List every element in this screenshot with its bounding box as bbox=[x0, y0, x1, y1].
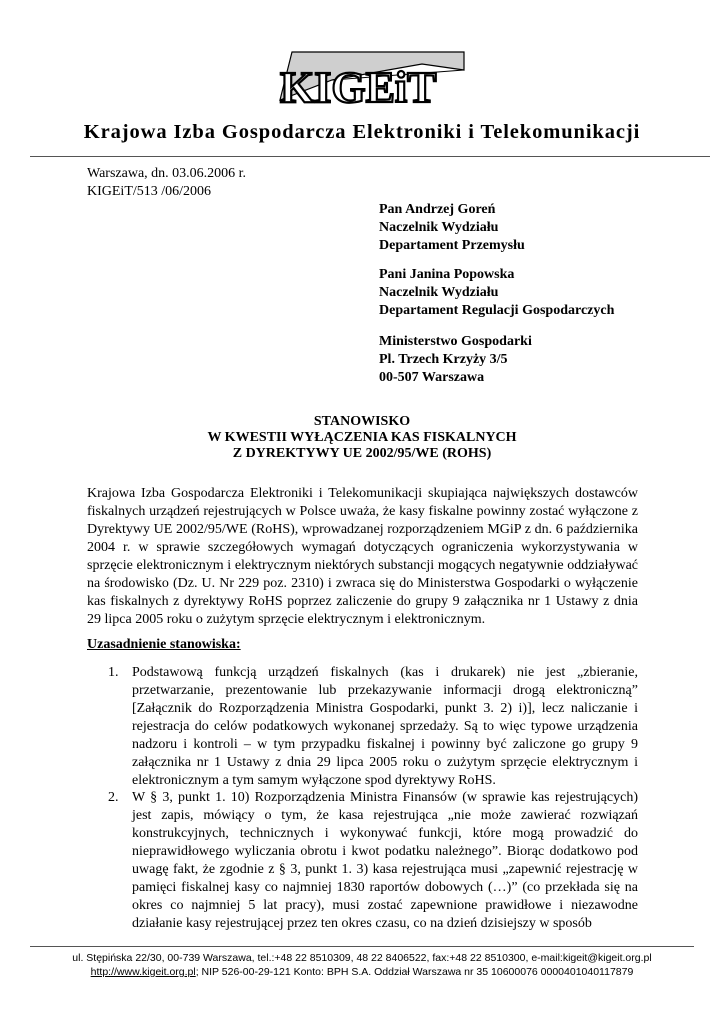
recipient-block-2 bbox=[379, 266, 614, 320]
recipient-line: Departament Przemysłu bbox=[379, 238, 525, 253]
recipient-line: Departament Regulacji Gospodarczych bbox=[379, 303, 615, 318]
recipient-line: Pan Andrzej Goreń bbox=[379, 202, 496, 217]
footer-divider bbox=[30, 946, 694, 947]
document-title bbox=[0, 414, 724, 462]
list-text: Podstawową funkcją urządzeń fiskalnych (kas i drukarek) nie jest „zbieranie, przetwarzanie, prezentowanie lub przekazywanie informacji drogą elektroniczną” [Załącznik do Rozporządzenia Ministra Gospodarki, punkt 3. 2) i)], lecz naliczanie i rejestracja do celów podatkowych wykonanej sprzedaży. Są to więc typowe urządzenia nadzoru i kontroli – w tym przypadku fiskalnej i powinny być zaliczone go grupy 9 załącznika nr 1 Ustawy z dnia 29 lipca 2005 roku o zużytym sprzęcie elektrycznym i elektronicznym a tym samym wyłączone spod dyrektywy RoHS. bbox=[132, 665, 638, 788]
recipient-block-3 bbox=[379, 333, 532, 387]
list-text: W § 3, punkt 1. 10) Rozporządzenia Ministra Finansów (w sprawie kas rejestrujących) jest zapis, mówiący o tym, że kasa rejestrująca „nie może zawierać rozwiązań konstrukcyjnych, technicznych i wykonywać funkcji, które mogą prowadzić do nieprawidłowego wyliczania obrotu i kwot podatku należnego”. Biorąc dodatkowo pod uwagę fakt, że zgodnie z § 3, punkt 1. 3) kasa rejestrująca musi „zapewnić rejestrację w pamięci fiskalnej kasy co najmniej 1830 raportów dobowych (…)” (co przekłada się na okres co najmniej 5 lat pracy), musi zostać zapewnione prawidłowe i niezawodne działanie kasy rejestrującej przez ten okres czasu, co na dzień dzisiejszy w sposób bbox=[132, 790, 638, 931]
list-number: 1. bbox=[108, 665, 119, 680]
letter-meta bbox=[87, 165, 246, 201]
intro-paragraph: Krajowa Izba Gospodarcza Elektroniki i Telekomunikacji skupiająca największych dostawców fiskalnych urządzeń rejestrujących w Polsce uważa, że kasy fiskalne powinny zostać wyłączone z Dyrektywy UE 2002/95/WE (RoHS), wprowadzanej rozporządzeniem MGiP z dn. 6 października 2004 r. w sprawie szczegółowych wymagań dotyczących ograniczenia wykorzystywania w sprzęcie elektronicznym i elektrycznym niektórych substancji mogących negatywnie oddziaływać na środowisko (Dz. U. Nr 229 poz. 2310) i zwraca się do Ministerstwa Gospodarki o wyłączenie kas fiskalnych z dyrektywy RoHS poprzez zaliczenie do grupy 9 załącznika nr 1 Ustawy z dnia 29 lipca 2005 roku o zużytym sprzęcie elektrycznym i elektronicznym. bbox=[87, 486, 638, 627]
list-number: 2. bbox=[108, 790, 119, 805]
footer-details bbox=[0, 965, 724, 979]
header-divider bbox=[30, 156, 710, 157]
place-date: Warszawa, dn. 03.06.2006 r. bbox=[87, 166, 247, 181]
list-item bbox=[108, 789, 638, 933]
title-line: W KWESTII WYŁĄCZENIA KAS FISKALNYCH bbox=[207, 430, 517, 445]
recipient-line: Pani Janina Popowska bbox=[379, 267, 515, 282]
footer bbox=[0, 951, 724, 979]
recipient-line: 00-507 Warszawa bbox=[379, 370, 485, 385]
reference-number: KIGEiT/513 /06/2006 bbox=[87, 184, 212, 199]
recipient-line: Ministerstwo Gospodarki bbox=[379, 334, 532, 349]
recipient-line: Naczelnik Wydziału bbox=[379, 285, 499, 300]
title-line: STANOWISKO bbox=[313, 414, 411, 429]
recipient-block-1 bbox=[379, 201, 525, 255]
recipient-line: Naczelnik Wydziału bbox=[379, 220, 499, 235]
list-item bbox=[108, 664, 638, 790]
footer-address: ul. Stępińska 22/30, 00-739 Warszawa, tel.:+48 22 8510309, 48 22 8406522, fax:+48 22 8510300, e-mail:kigeit@kigeit.org.pl bbox=[72, 952, 652, 964]
website-link[interactable]: http://www.kigeit.org.pl bbox=[90, 966, 196, 978]
kigeit-logo bbox=[272, 50, 466, 108]
organization-name: Krajowa Izba Gospodarcza Elektroniki i Telekomunikacji bbox=[83, 121, 641, 143]
logo-text: KIGEiT bbox=[280, 63, 437, 108]
justification-heading: Uzasadnienie stanowiska: bbox=[87, 637, 241, 652]
footer-tax-bank: ; NIP 526-00-29-121 Konto: BPH S.A. Oddział Warszawa nr 35 10600076 0000401040117879 bbox=[195, 966, 634, 978]
title-line: Z DYREKTYWY UE 2002/95/WE (ROHS) bbox=[232, 446, 492, 461]
recipient-line: Pl. Trzech Krzyży 3/5 bbox=[379, 352, 508, 367]
